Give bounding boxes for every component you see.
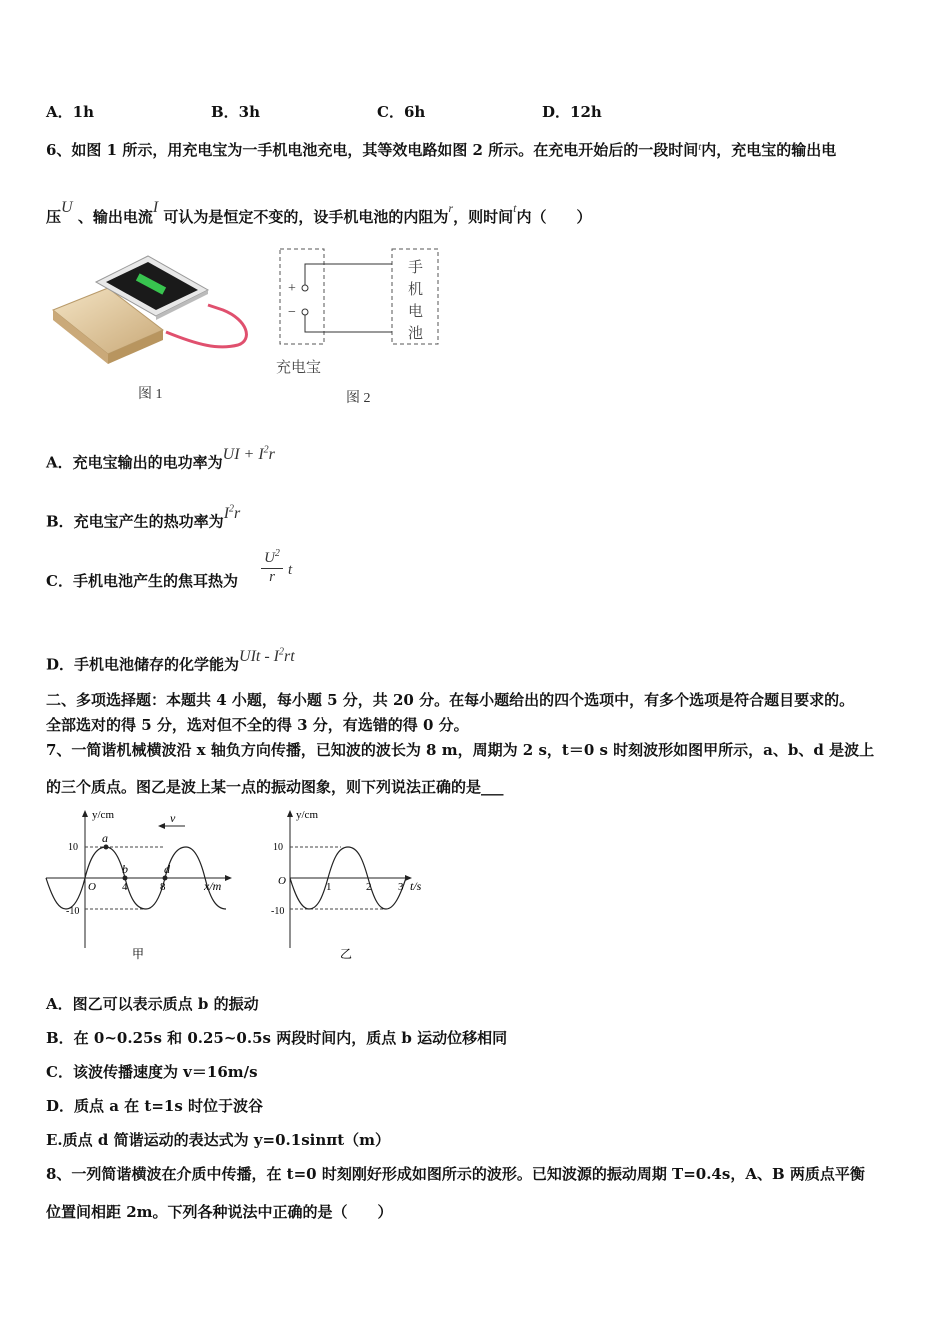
jia-origin: O (88, 881, 96, 893)
q6-line1: 6、如图 1 所示，用充电宝为一手机电池充电，其等效电路如图 2 所示。在充电开始后的一段时间$^t$内，充电宝的输出电 (46, 141, 837, 159)
q6-option-b: B．充电宝产生的热功率为$I^2r$ (46, 504, 241, 531)
yi-y-tick: -10 (271, 906, 285, 917)
figure-jia-caption: 甲 (132, 947, 145, 961)
yi-y-tick: 10 (273, 842, 283, 853)
option-c-top: C．6h (377, 103, 426, 121)
yi-y-label: y/cm (296, 809, 318, 821)
phone-label-char: 手 (408, 260, 424, 276)
yi-x-label: t/s (410, 879, 422, 893)
jia-x-tick: 4 (122, 881, 128, 893)
power-bank-label: 充电宝 (276, 360, 322, 376)
jia-y-tick: 10 (68, 842, 78, 853)
q7-option-e: E.质点 d 简谐运动的表达式为 y=0.1sinπt（m） (46, 1131, 391, 1149)
jia-x-label: x/m (204, 879, 222, 893)
q7-option-d: D．质点 a 在 t=1s 时位于波谷 (46, 1097, 263, 1115)
yi-origin: O (278, 875, 286, 887)
option-d-top: D．12h (542, 103, 602, 121)
q6-option-c: C．手机电池产生的焦耳热为 (46, 572, 238, 590)
option-b-top: B．3h (211, 103, 261, 121)
jia-y-tick: -10 (66, 906, 80, 917)
velocity-label: v (170, 811, 176, 825)
phone-label-char: 池 (408, 326, 424, 342)
q7-line2: 的三个质点。图乙是波上某一点的振动图象，则下列说法正确的是___ (46, 778, 504, 796)
plus-sign: + (288, 281, 296, 296)
figure-2-caption: 图 2 (346, 391, 371, 406)
point-d-label: d (164, 862, 170, 876)
q6-option-c-t: t (288, 562, 293, 578)
q7-option-c: C．该波传播速度为 v＝16m/s (46, 1063, 258, 1081)
point-a-label: a (102, 831, 108, 845)
phone-label-char: 电 (408, 304, 424, 320)
q8-line2: 位置间相距 2m。下列各种说法中正确的是（ ） (46, 1203, 393, 1221)
yi-x-tick: 2 (366, 881, 372, 893)
jia-y-label: y/cm (92, 809, 114, 821)
figure-1-power-bank (48, 250, 263, 410)
figure-2-circuit (270, 244, 450, 409)
figure-yi-caption: 乙 (340, 947, 353, 961)
section2-line1: 二、多项选择题：本题共 4 小题，每小题 5 分，共 20 分。在每小题给出的四个选项中，有多个选项是符合题目要求的。 (46, 691, 855, 709)
symbol-t: t (698, 141, 702, 153)
jia-x-tick: 8 (160, 881, 166, 893)
yi-x-tick: 1 (326, 881, 332, 893)
section2-line2: 全部选对的得 5 分，选对但不全的得 3 分，有选错的得 0 分。 (46, 716, 469, 734)
q6-option-c-fraction: $\frac{U^2}{r}$ (261, 548, 283, 586)
option-a-top: A．1h (46, 103, 94, 121)
figure-yi-vibration (268, 808, 438, 968)
q7-option-a: A．图乙可以表示质点 b 的振动 (46, 995, 259, 1013)
figure-jia-waveform (40, 808, 240, 968)
q6-option-d: D．手机电池储存的化学能为UIt - $I^2rt$ (46, 647, 295, 674)
point-b-label: b (122, 862, 128, 876)
yi-x-tick: 3 (398, 881, 404, 893)
q7-line1: 7、一简谐机械横波沿 x 轴负方向传播，已知波的波长为 8 m，周期为 2 s，t＝0 s 时刻波形如图甲所示，a、b、d 是波上 (46, 741, 875, 759)
q6-line2: 压U 、输出电流I 可认为是恒定不变的，设手机电池的内阻为$^r$，则时间$^t$内（ ） (46, 199, 592, 226)
q7-option-b: B．在 0~0.25s 和 0.25~0.5s 两段时间内，质点 b 运动位移相同 (46, 1029, 508, 1047)
phone-label-char: 机 (408, 282, 424, 298)
q6-option-a: A．充电宝输出的电功率为UI + $I^2r$ (46, 445, 275, 472)
q8-line1: 8、一列简谐横波在介质中传播，在 t=0 时刻刚好形成如图所示的波形。已知波源的振动周期 T=0.4s，A、B 两质点平衡 (46, 1165, 865, 1183)
figure-1-caption: 图 1 (138, 387, 163, 402)
minus-sign: − (288, 305, 296, 320)
